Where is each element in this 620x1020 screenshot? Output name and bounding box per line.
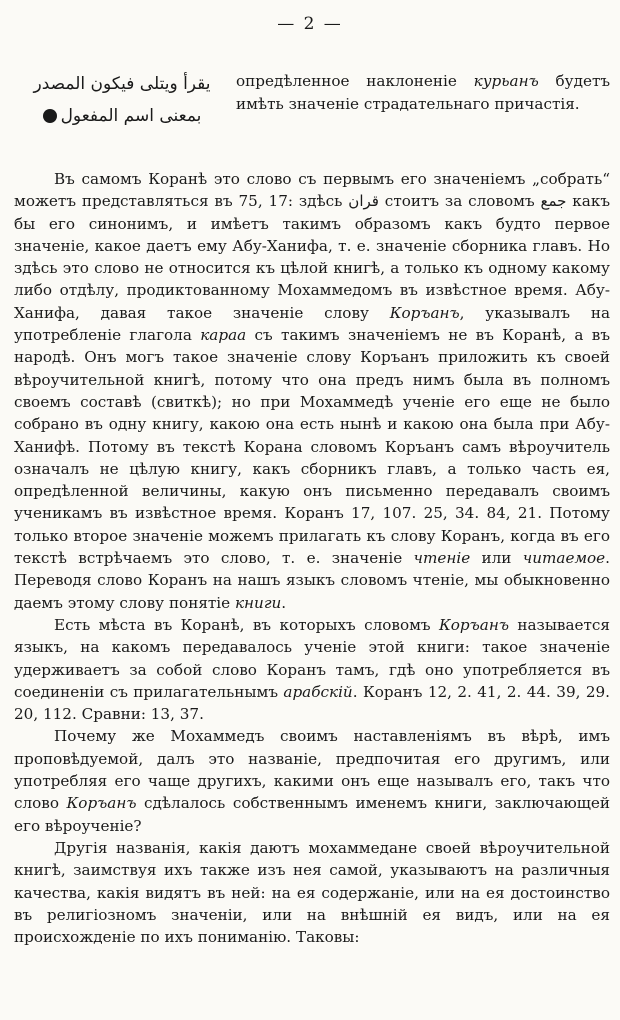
intro-text-2: будетъ имѣть значеніе страдательнаго причастія. [236,72,611,113]
arabic-quote [12,68,232,132]
arabic-quote-line-2-text: بمعنى اسم المفعول [60,106,202,126]
intro-term: курьанъ [473,72,539,90]
p2-text-e: . Коранъ 12, 2. 41, 2. 44. 39, 29. 20, 112. Сравни: 13, 37. [14,682,610,724]
p3-text-a: Почему же Мохаммедъ своимъ наставленіямъ въ вѣрѣ, имъ проповѣдуемой, далъ это названіе, предпочитая его другимъ, или употребляя его чаще другихъ, какими онъ еще называлъ его, такъ что слово [14,727,610,813]
p1-term-book: книги [234,593,282,612]
p1-text-k: . Переводя слово Коранъ на нашъ языкъ словомъ чтеніе, мы обыкновенно даемъ этому слову понятіе [14,549,610,612]
page-number: — 2 — [277,14,343,34]
p1-text-a: Въ самомъ Коранѣ это слово съ первымъ его значеніемъ „собрать“ можетъ представляться въ 75, 17: здѣсь [14,170,610,211]
p3-text-c: сдѣлалось собственнымъ именемъ книги, заключающей его вѣроученіе? [14,794,610,835]
p1-text-g: съ такимъ значеніемъ не въ Коранѣ, а въ народѣ. Онъ могъ такое значеніе слову Коръанъ приложить къ своей вѣроучительной книгѣ, потому что она предъ нимъ была въ полномъ своемъ составѣ (свиткѣ); но при Мохаммедѣ ученіе его еще не было собрано въ одну книгу, какою она есть нынѣ и какою она была при Абу-Ханифѣ. Потому въ текстѣ Корана словомъ Коръанъ самъ вѣроучитель означалъ не цѣлую книгу, какъ сборникъ главъ, а только часть ея, опредѣленной величины, какую онъ письменно передавалъ своимъ ученикамъ въ извѣстное время. Коранъ 17, 107. 25, 34. 84, 21. Потому только второе значеніе можемъ прилагать къ слову Коранъ, когда въ его текстѣ встрѣчаемъ это слово, т. е. значеніе [14,326,610,568]
intro-paragraph [236,70,610,116]
arabic-quote-line-2 [12,100,232,132]
paragraph-3 [14,725,610,836]
p2-term-koran: Коръанъ [439,615,509,634]
p1-term-karaa: караа [200,326,247,345]
intro-text-1: опредѣленное наклоненіе [236,72,474,90]
paragraph-2 [14,614,610,725]
arabic-quote-line-1: يقرأ ويتلى فيكون المصدر [33,74,211,94]
p1-term-reading: чтеніе [413,549,471,568]
paragraph-4 [14,837,610,948]
verse-end-marker-icon [43,109,57,123]
p3-term-koran: Коръанъ [66,794,137,813]
p2-text-c: называется языкъ, на какомъ передавалось ученіе этой книги: такое значеніе удерживаетъ за собой слово Коранъ тамъ, гдѣ оно употребляется въ соединеніи съ прилагательнымъ [14,615,610,701]
p1-term-koran: Коръанъ [389,303,460,322]
p1-term-read: читаемое [522,549,606,568]
p2-term-arabic: арабскій [283,682,353,701]
arabic-word-quran: قران [348,192,379,211]
body-text [14,168,610,948]
p1-text-e: , указывалъ на употребленіе глагола [14,303,610,345]
p1-text-c: какъ бы его синонимъ, и имѣетъ такимъ образомъ какъ будто первое значеніе, какое даетъ ему Абу-Ханифа, т. е. значеніе сборника главъ. Но здѣсь это слово не относится къ цѣлой книгѣ, а только къ одному какому либо отдѣлу, продиктованному Мохаммедомъ въ извѣстное время. Абу-Ханифа, давая такое значеніе слову [14,192,610,322]
p1-text-m: . [281,593,287,612]
p2-text-a: Есть мѣста въ Коранѣ, въ которыхъ словомъ [54,615,440,634]
p4-text-a: Другія названія, какія даютъ мохаммедане своей вѣроучительной книгѣ, заимствуя ихъ также изъ нея самой, указываютъ на различныя качества, какія видятъ въ ней: на ея содержаніе, или на ея достоинство въ религіозномъ значеніи, или на внѣшній ея видъ, или на ея происхожденіе по ихъ пониманію. Таковы: [14,838,610,947]
paragraph-1 [14,168,610,614]
p1-text-b: стоитъ за словомъ [378,192,541,211]
p1-text-i: или [470,549,523,568]
arabic-word-jam: جمع [540,192,567,211]
